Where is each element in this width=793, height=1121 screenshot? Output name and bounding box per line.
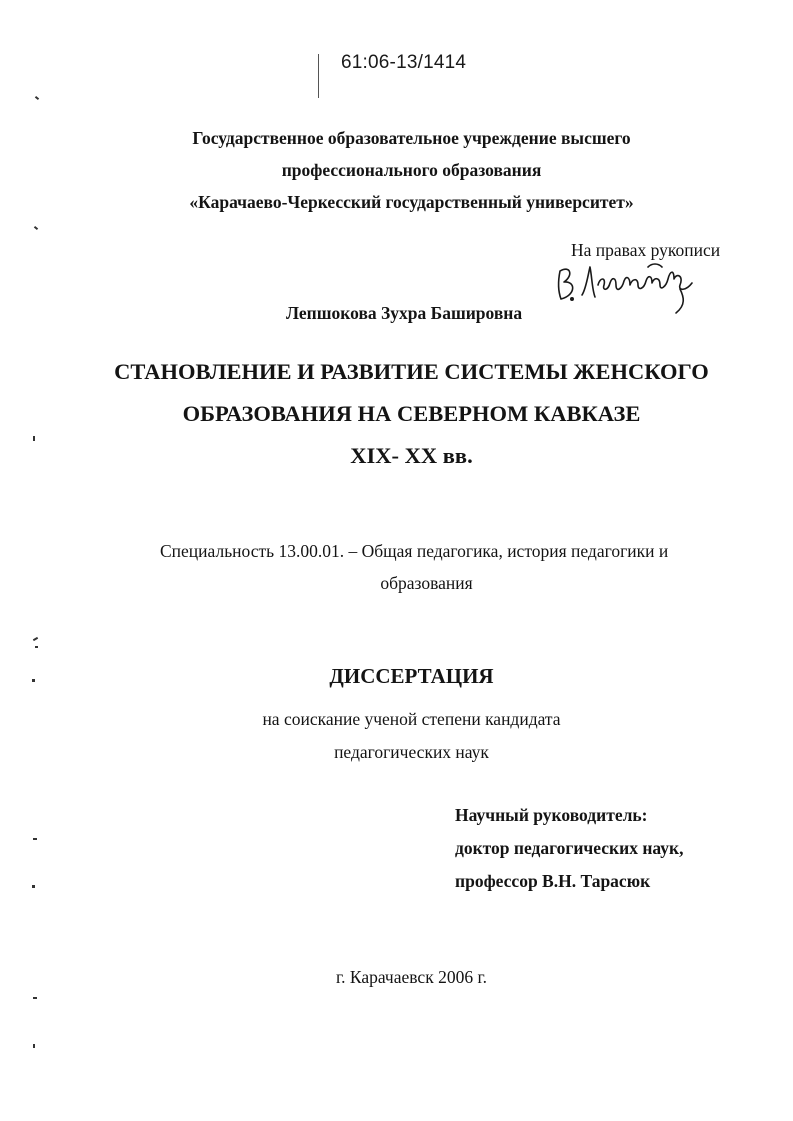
signature	[552, 255, 702, 317]
degree-line-1: на соискание ученой степени кандидата	[262, 709, 561, 729]
catalog-number: 61:06-13/1414	[341, 52, 467, 73]
title-line-2: ОБРАЗОВАНИЯ НА СЕВЕРНОМ КАВКАЗЕ	[182, 401, 641, 426]
institution-line-1: Государственное образовательное учреждение высшего	[192, 128, 631, 148]
supervisor-name: профессор В.Н. Тарасюк	[455, 871, 651, 891]
scan-mark	[33, 1044, 35, 1048]
supervisor-degree: доктор педагогических наук,	[455, 838, 684, 858]
scan-mark	[35, 646, 38, 648]
scan-mark	[32, 679, 35, 682]
scan-mark	[33, 436, 35, 441]
author-name: Лепшокова Зухра Башировна	[286, 303, 523, 323]
degree-line-2: педагогических наук	[334, 742, 489, 762]
scan-mark	[33, 838, 37, 840]
specialty-line-2: образования	[380, 573, 473, 593]
institution-line-2: профессионального образования	[281, 160, 542, 180]
scan-mark	[33, 997, 37, 999]
stamp-divider	[318, 54, 319, 98]
title-line-1: СТАНОВЛЕНИЕ И РАЗВИТИЕ СИСТЕМЫ ЖЕНСКОГО	[114, 359, 709, 384]
specialty-line-1: Специальность 13.00.01. – Общая педагогика, история педагогики и	[160, 541, 669, 561]
supervisor-label: Научный руководитель:	[455, 805, 648, 825]
rights-note: На правах рукописи	[571, 240, 721, 260]
scan-mark	[32, 885, 35, 888]
city-year: г. Карачаевск 2006 г.	[335, 967, 488, 987]
scan-mark	[34, 226, 38, 230]
title-line-3: XIX- XX вв.	[350, 443, 473, 468]
scan-mark	[35, 96, 39, 100]
institution-line-3: «Карачаево-Черкесский государственный университет»	[189, 192, 634, 212]
scan-mark	[33, 637, 38, 641]
document-type: ДИССЕРТАЦИЯ	[329, 664, 494, 688]
